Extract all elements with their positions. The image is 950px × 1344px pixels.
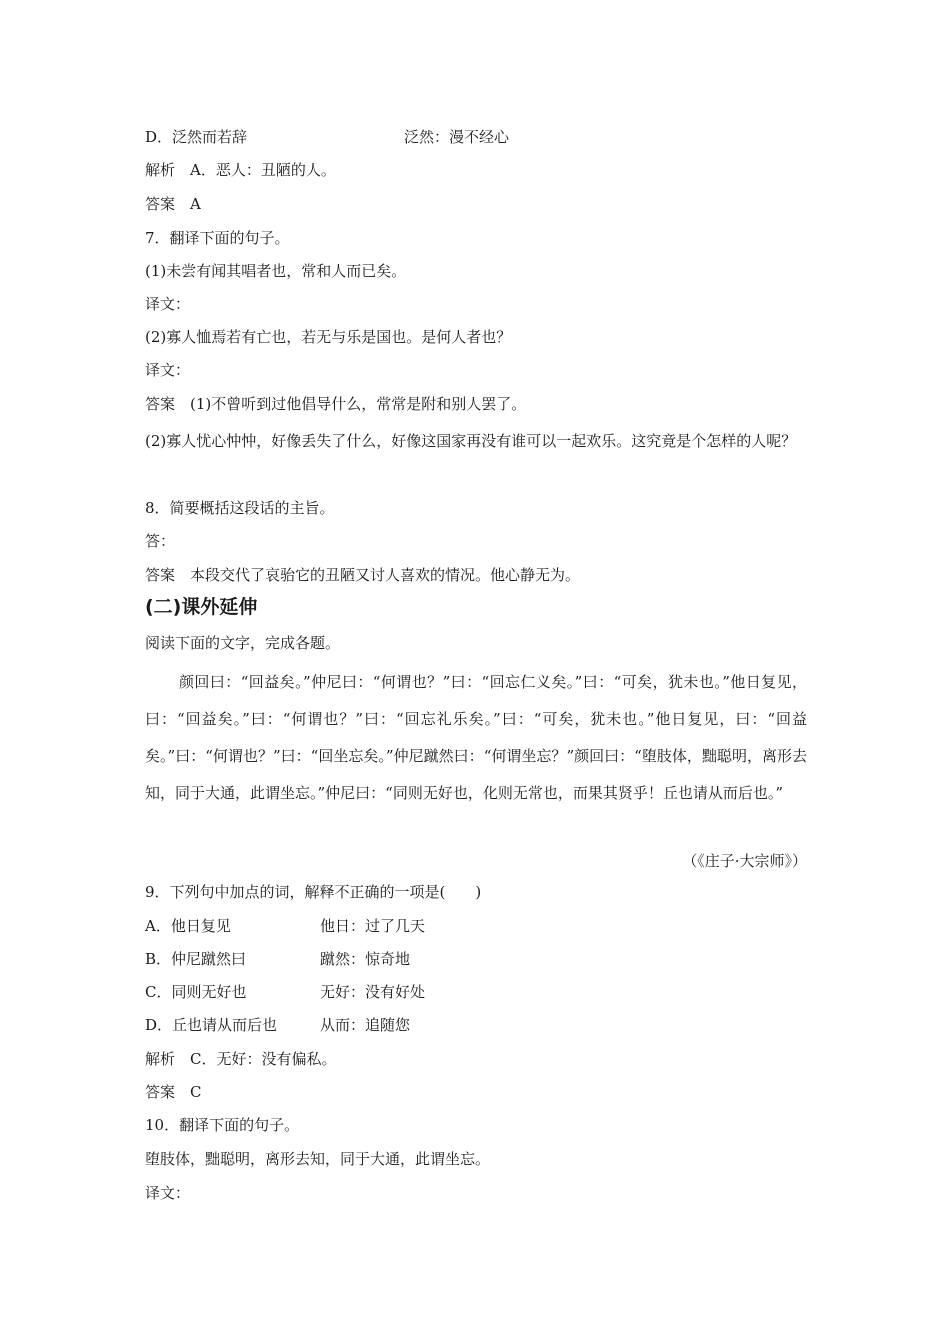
q6-answer: 答案 A bbox=[145, 195, 201, 213]
option-gloss: 泛然：漫不经心 bbox=[404, 128, 510, 146]
q10-translation-label: 译文： bbox=[145, 1184, 191, 1202]
q7-prompt: 7．翻译下面的句子。 bbox=[145, 229, 290, 247]
option-gloss: 他日：过了几天 bbox=[320, 917, 426, 935]
q6-analysis: 解析 A．恶人：丑陋的人。 bbox=[145, 161, 336, 179]
q9-option-a bbox=[145, 916, 807, 936]
q6-option-d bbox=[145, 127, 807, 147]
q9-prompt: 9．下列句中加点的词，解释不正确的一项是( ) bbox=[145, 883, 482, 901]
option-text: D．泛然而若辞 bbox=[145, 128, 248, 146]
q9-option-d bbox=[145, 1015, 807, 1035]
q8-answer: 答案 本段交代了哀骀它的丑陋又讨人喜欢的情况。他心静无为。 bbox=[145, 566, 581, 584]
q7-translation-label-1: 译文： bbox=[145, 295, 191, 313]
q10-prompt: 10．翻译下面的句子。 bbox=[145, 1116, 300, 1134]
q7-answer-1: 答案 (1)不曾听到过他倡导什么，常常是附和别人罢了。 bbox=[145, 395, 527, 413]
q7-translation-label-2: 译文： bbox=[145, 361, 191, 379]
q9-analysis: 解析 C．无好：没有偏私。 bbox=[145, 1050, 337, 1068]
option-text: C．同则无好也 bbox=[145, 983, 247, 1001]
option-gloss: 蹴然：惊奇地 bbox=[320, 950, 411, 968]
option-text: B．仲尼蹴然曰 bbox=[145, 950, 247, 968]
q7-answer-2: (2)寡人忧心忡忡，好像丢失了什么，好像这国家再没有谁可以一起欢乐。这究竟是个怎样的人呢？ bbox=[145, 432, 797, 450]
option-gloss: 从而：追随您 bbox=[320, 1016, 411, 1034]
q7-sentence-1: (1)未尝有闻其唱者也，常和人而已矣。 bbox=[145, 262, 407, 280]
q7-sentence-2: (2)寡人恤焉若有亡也，若无与乐是国也。是何人者也？ bbox=[145, 328, 512, 346]
option-gloss: 无好：没有好处 bbox=[320, 983, 426, 1001]
passage-text: 颜回曰：“回益矣。”仲尼曰：“何谓也？”曰：“回忘仁义矣。”曰：“可矣，犹未也。”他日复见，曰：“回益矣。”曰：“何谓也？”曰：“回忘礼乐矣。”曰：“可矣，犹未也。”他日复见，曰：“回益矣。”曰：“何谓也？”曰：“回坐忘矣。”仲尼蹴然曰：“何谓坐忘？”颜回曰：“堕肢体，黜聪明，离形去知，同于大通，此谓坐忘。”仲尼曰：“同则无好也，化则无常也，而果其贤乎！丘也请从而后也。” bbox=[145, 673, 807, 802]
q10-sentence: 堕肢体，黜聪明，离形去知，同于大通，此谓坐忘。 bbox=[145, 1150, 491, 1168]
section-instruction: 阅读下面的文字，完成各题。 bbox=[145, 634, 341, 652]
q9-option-b bbox=[145, 949, 807, 969]
q8-prompt: 8．简要概括这段话的主旨。 bbox=[145, 499, 335, 517]
section-heading: (二)课外延伸 bbox=[145, 596, 258, 618]
passage-source: （《庄子·大宗师》） bbox=[682, 852, 807, 870]
option-text: D．丘也请从而后也 bbox=[145, 1016, 278, 1034]
q9-option-c bbox=[145, 982, 807, 1002]
q8-reply-label: 答： bbox=[145, 532, 176, 550]
q9-answer: 答案 C bbox=[145, 1083, 202, 1101]
option-text: A．他日复见 bbox=[145, 917, 231, 935]
